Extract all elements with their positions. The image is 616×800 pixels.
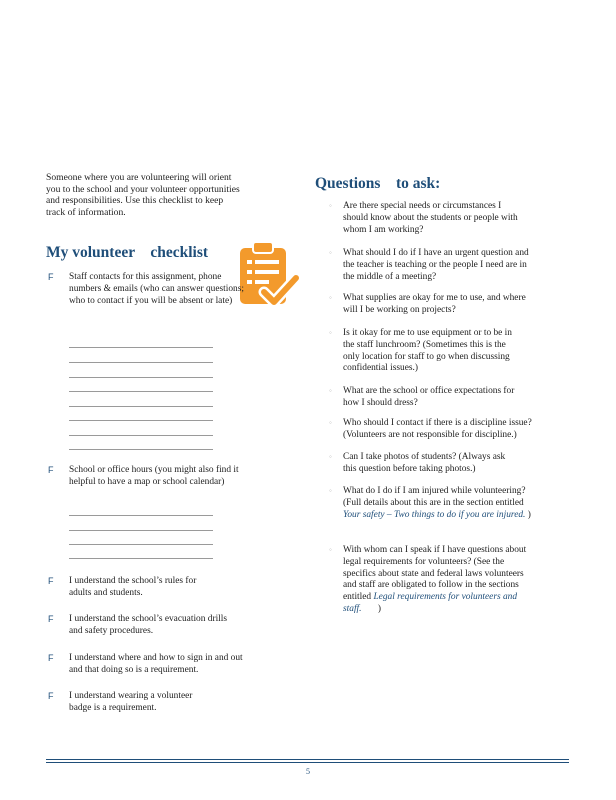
checkbox-bullet-icon: F: [48, 653, 54, 663]
question-item: ◦ What are the school or office expectations for how I should dress?: [329, 386, 515, 408]
checkbox-bullet-icon: F: [48, 465, 54, 475]
question-item: ◦ What supplies are okay for me to use, and where will I be working on projects?: [329, 293, 526, 315]
bullet-icon: ◦: [329, 386, 332, 395]
write-in-line: [69, 435, 213, 436]
question-item: ◦ What should I do if I have an urgent question and the teacher is teaching or the people I need are in the middle of a meeting?: [329, 248, 529, 282]
section-link[interactable]: Your safety – Two things to do if you are injured.: [343, 509, 526, 520]
write-in-line: [69, 515, 213, 516]
bullet-icon: ◦: [329, 328, 332, 337]
bullet-icon: ◦: [329, 248, 332, 257]
checklist-item: F I understand the school’s rules for adults and students.: [48, 576, 197, 598]
write-in-line: [69, 530, 213, 531]
bullet-icon: ◦: [329, 293, 332, 302]
bullet-icon: ◦: [329, 545, 332, 554]
checklist-item: F School or office hours (you might also find it helpful to have a map or school calendar): [48, 465, 239, 487]
write-in-line: [69, 362, 213, 363]
checklist-item: F Staff contacts for this assignment, phone numbers & emails (who can answer questions; who to contact if you will be absent or late): [48, 272, 244, 306]
checkbox-bullet-icon: F: [48, 691, 54, 701]
write-in-line: [69, 449, 213, 450]
checkbox-bullet-icon: F: [48, 614, 54, 624]
intro-paragraph: Someone where you are volunteering will orient you to the school and your volunteer opportunities and responsibilities. Use this checklist to keep track of information.: [46, 172, 240, 219]
question-item: ◦ What do I do if I am injured while volunteering? (Full details about this are in the section entitled Your safety – Two things to do if you are injured. ): [329, 486, 531, 520]
question-item: ◦ Is it okay for me to use equipment or to be in the staff lunchroom? (Sometimes this is the only location for staff to go when discussing confidential issues.): [329, 328, 512, 374]
section-link[interactable]: Legal requirements for volunteers and staff.: [343, 592, 518, 614]
write-in-line: [69, 406, 213, 407]
write-in-line: [69, 420, 213, 421]
write-in-line: [69, 347, 213, 348]
footer-rule: [46, 762, 569, 763]
write-in-line: [69, 544, 213, 545]
bullet-icon: ◦: [329, 418, 332, 427]
checklist-item: F I understand where and how to sign in and out and that doing so is a requirement.: [48, 653, 243, 675]
questions-heading: Questions to ask:: [315, 175, 441, 192]
footer-rule: [46, 759, 569, 760]
checklist-item: F I understand the school’s evacuation drills and safety procedures.: [48, 614, 228, 636]
question-item: ◦ Can I take photos of students? (Always ask this question before taking photos.): [329, 452, 506, 474]
bullet-icon: ◦: [329, 486, 332, 495]
page-number: 5: [306, 767, 310, 776]
checkbox-bullet-icon: F: [48, 272, 54, 282]
checklist-item: F I understand wearing a volunteer badge is a requirement.: [48, 691, 193, 713]
question-item: ◦ Are there special needs or circumstances I should know about the students or people with whom I am working?: [329, 201, 518, 235]
bullet-icon: ◦: [329, 201, 332, 210]
write-in-line: [69, 391, 213, 392]
write-in-line: [69, 377, 213, 378]
write-in-line: [69, 558, 213, 559]
checkbox-bullet-icon: F: [48, 576, 54, 586]
checklist-heading: My volunteer checklist: [46, 244, 209, 261]
bullet-icon: ◦: [329, 452, 332, 461]
question-item: ◦ Who should I contact if there is a discipline issue? (Volunteers are not responsible for discipline.): [329, 418, 532, 440]
question-item: ◦ With whom can I speak if I have questions about legal requirements for volunteers? (See the specifics about state and federal laws volunteers and staff are obligated to follow in the sections entitled Legal requirements for volunteers and staff. ): [329, 545, 527, 614]
